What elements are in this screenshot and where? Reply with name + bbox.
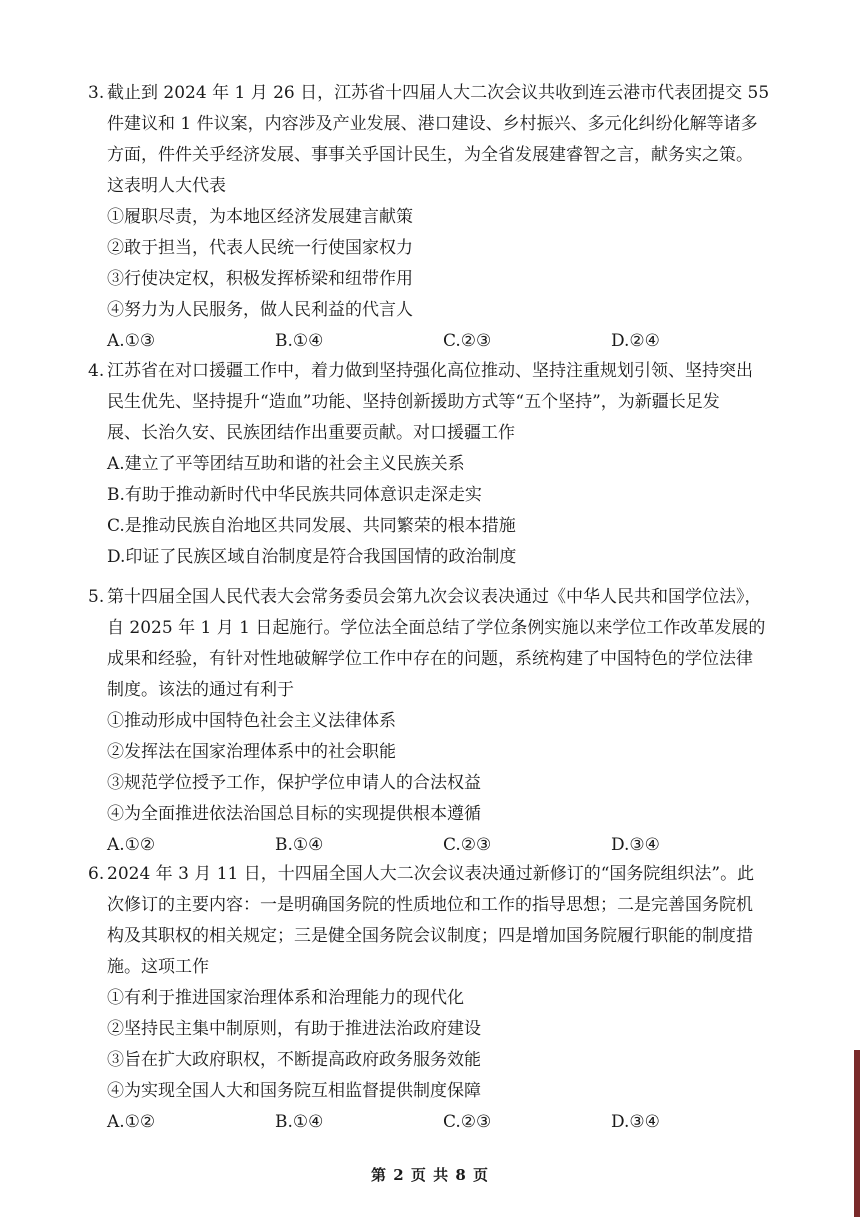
answer-option-d: D.印证了民族区域自治制度是符合我国国情的政治制度 [107, 547, 517, 567]
question-stem-line: 次修订的主要内容：一是明确国务院的性质地位和工作的指导思想；二是完善国务院机 [107, 895, 753, 915]
answer-options [88, 1107, 828, 1138]
page-footer: 第 2 页 共 8 页 [371, 1166, 489, 1184]
answer-option-d: D.③④ [611, 835, 660, 855]
question-stem-line: 件建议和 1 件议案，内容涉及产业发展、港口建设、乡村振兴、多元化纠纷化解等诸多 [107, 114, 758, 134]
statement-item: ①履职尽责，为本地区经济发展建言献策 [107, 207, 413, 227]
statement-item: ④为实现全国人大和国务院互相监督提供制度保障 [107, 1081, 481, 1101]
question-stem-text: 第十四届全国人民代表大会常务委员会第九次会议表决通过《中华人民共和国学位法》， [107, 587, 762, 607]
answer-option-b: B.有助于推动新时代中华民族共同体意识走深走实 [107, 485, 482, 505]
question-stem-text: 2024 年 3 月 11 日，十四届全国人大二次会议表决通过新修订的“国务院组织法”。此 [107, 864, 755, 884]
question-stem-line [88, 582, 828, 613]
statement-item: ③规范学位授予工作，保护学位申请人的合法权益 [107, 773, 481, 793]
question-stem-line: 方面，件件关乎经济发展、事事关乎国计民生，为全省发展建睿智之言，献务实之策。 [107, 145, 753, 165]
answer-option-a: A.①② [107, 835, 156, 855]
answer-options [88, 326, 828, 357]
question-stem-line: 制度。该法的通过有利于 [107, 680, 294, 700]
answer-option-c: C.②③ [443, 331, 492, 351]
question-stem-text: 截止到 2024 年 1 月 26 日，江苏省十四届人大二次会议共收到连云港市代表团提交 55 [107, 83, 770, 103]
answer-option-a: A.建立了平等团结互助和谐的社会主义民族关系 [107, 454, 465, 474]
statement-item: ②坚持民主集中制原则，有助于推进法治政府建设 [107, 1019, 481, 1039]
question-number: 3. [88, 83, 105, 103]
statement-item: ④努力为人民服务，做人民利益的代言人 [107, 300, 413, 320]
question-stem-line: 展、长治久安、民族团结作出重要贡献。对口援疆工作 [107, 423, 515, 443]
answer-option-b: B.①④ [275, 331, 324, 351]
question-stem-line: 施。这项工作 [107, 957, 209, 977]
answer-option-d: D.②④ [611, 331, 660, 351]
question-stem-line: 自 2025 年 1 月 1 日起施行。学位法全面总结了学位条例实施以来学位工作改革发展的 [107, 618, 766, 638]
question-stem-line [88, 78, 828, 109]
question-stem-line: 这表明人大代表 [107, 176, 226, 196]
statement-item: ④为全面推进依法治国总目标的实现提供根本遵循 [107, 804, 481, 824]
answer-options [88, 830, 828, 861]
statement-item: ①有利于推进国家治理体系和治理能力的现代化 [107, 988, 464, 1008]
answer-option-c: C.②③ [443, 1112, 492, 1132]
statement-item: ②发挥法在国家治理体系中的社会职能 [107, 742, 396, 762]
answer-option-b: B.①④ [275, 835, 324, 855]
question-number: 5. [88, 587, 105, 607]
question-5 [88, 582, 828, 861]
question-stem-line [88, 859, 828, 890]
answer-option-b: B.①④ [275, 1112, 324, 1132]
question-6 [88, 859, 828, 1138]
answer-option-c: C.②③ [443, 835, 492, 855]
question-stem-text: 江苏省在对口援疆工作中，着力做到坚持强化高位推动、坚持注重规划引领、坚持突出 [107, 361, 753, 381]
question-stem-line [88, 356, 828, 387]
statement-item: ③旨在扩大政府职权，不断提高政府政务服务效能 [107, 1050, 481, 1070]
question-stem-line: 民生优先、坚持提升“造血”功能、坚持创新援助方式等“五个坚持”，为新疆长足发 [107, 392, 720, 412]
scan-edge-mark [854, 1050, 860, 1217]
question-4 [88, 356, 828, 573]
question-3 [88, 78, 828, 357]
statement-item: ③行使决定权，积极发挥桥梁和纽带作用 [107, 269, 413, 289]
question-number: 6. [88, 864, 105, 884]
question-stem-line: 成果和经验，有针对性地破解学位工作中存在的问题，系统构建了中国特色的学位法律 [107, 649, 753, 669]
answer-option-c: C.是推动民族自治地区共同发展、共同繁荣的根本措施 [107, 516, 516, 536]
answer-option-a: A.①③ [107, 331, 156, 351]
answer-option-d: D.③④ [611, 1112, 660, 1132]
question-stem-line: 构及其职权的相关规定；三是健全国务院会议制度；四是增加国务院履行职能的制度措 [107, 926, 753, 946]
statement-item: ②敢于担当，代表人民统一行使国家权力 [107, 238, 413, 258]
answer-option-a: A.①② [107, 1112, 156, 1132]
statement-item: ①推动形成中国特色社会主义法律体系 [107, 711, 396, 731]
question-number: 4. [88, 361, 105, 381]
